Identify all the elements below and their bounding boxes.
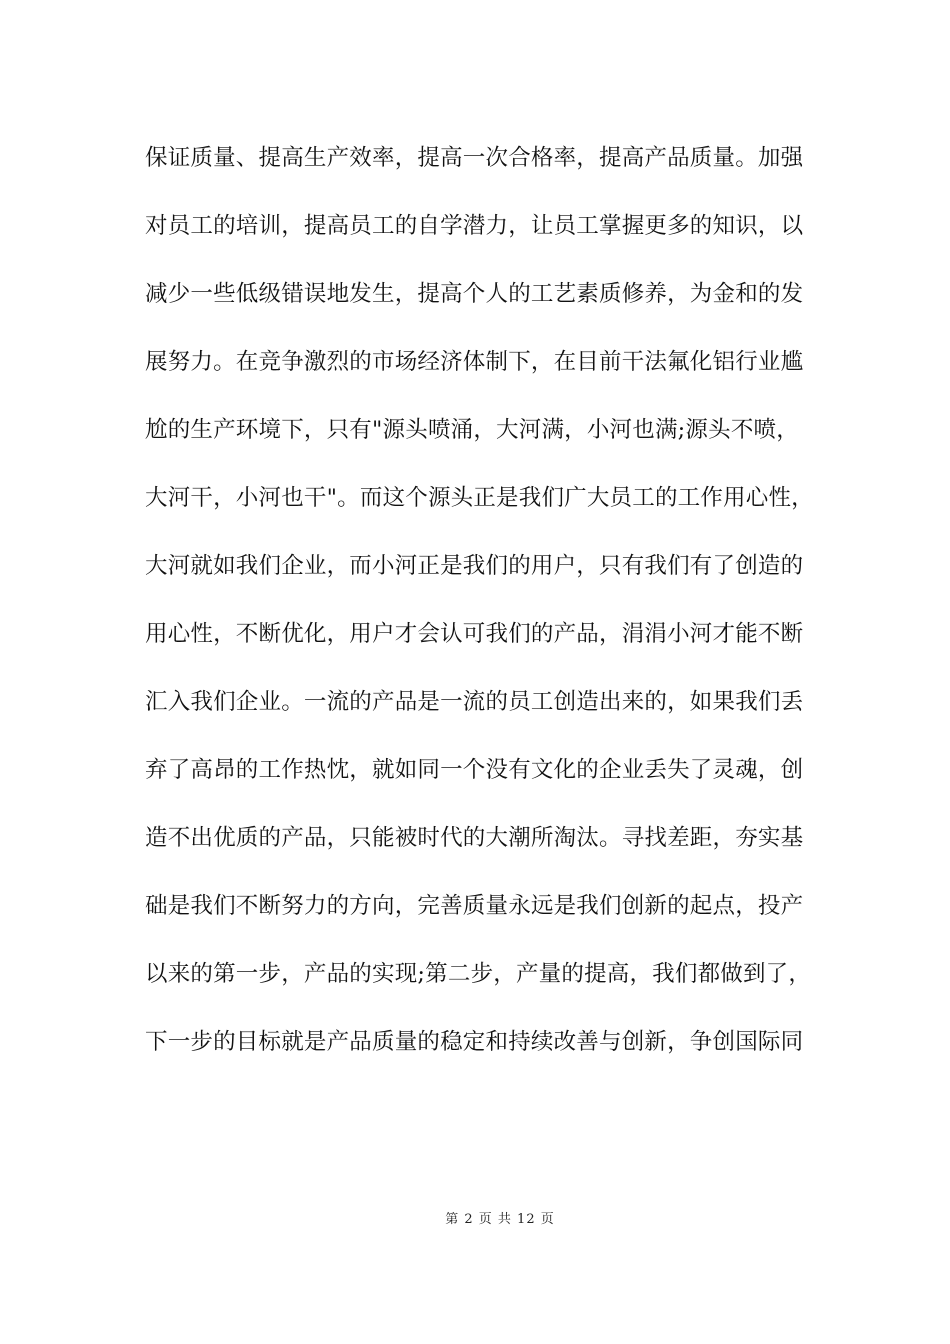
text-line: 展努力。在竞争激烈的市场经济体制下，在目前干法氟化铝行业尴 (145, 349, 804, 375)
text-line: 大河就如我们企业，而小河正是我们的用户，只有我们有了创造的 (145, 553, 804, 579)
text-line: 用心性，不断优化，用户才会认可我们的产品，涓涓小河才能不断 (145, 621, 804, 647)
text-line: 弃了高昂的工作热忱，就如同一个没有文化的企业丢失了灵魂，创 (145, 757, 804, 783)
text-line: 保证质量、提高生产效率，提高一次合格率，提高产品质量。加强 (145, 145, 804, 171)
page-number-label: 第 2 页 共 12 页 (445, 1212, 555, 1227)
text-line: 减少一些低级错误地发生，提高个人的工艺素质修养，为金和的发 (145, 281, 804, 307)
text-line: 对员工的培训，提高员工的自学潜力，让员工掌握更多的知识，以 (145, 213, 804, 239)
text-line: 下一步的目标就是产品质量的稳定和持续改善与创新，争创国际同 (145, 1029, 804, 1055)
text-line: 汇入我们企业。一流的产品是一流的员工创造出来的，如果我们丢 (145, 689, 804, 715)
text-line: 大河干，小河也干"。而这个源头正是我们广大员工的工作用心性， (145, 485, 814, 511)
body-text (145, 132, 814, 1084)
text-line: 础是我们不断努力的方向，完善质量永远是我们创新的起点，投产 (145, 893, 804, 919)
text-line: 造不出优质的产品，只能被时代的大潮所淘汰。寻找差距，夯实基 (145, 825, 804, 851)
text-line: 尬的生产环境下，只有"源头喷涌，大河满，小河也满;源头不喷， (145, 417, 799, 443)
text-line: 以来的第一步，产品的实现;第二步，产量的提高，我们都做到了， (145, 961, 812, 987)
page-footer (0, 1208, 950, 1227)
